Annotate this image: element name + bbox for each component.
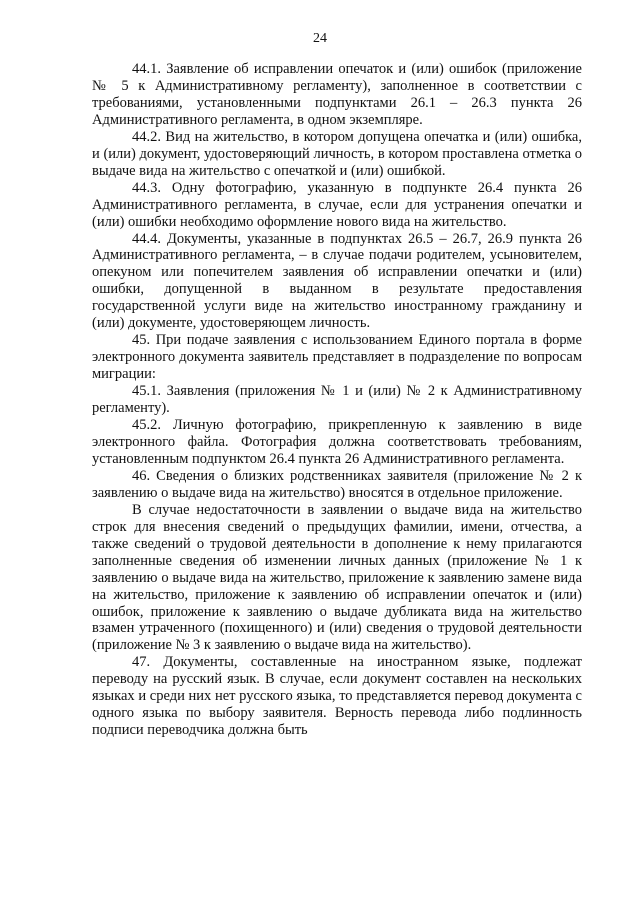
paragraph-45-1: 45.1. Заявления (приложения № 1 и (или) № 2 к Административному регламенту). <box>92 383 582 417</box>
page-number: 24 <box>313 31 327 46</box>
paragraph-45: 45. При подаче заявления с использованием Единого портала в форме электронного документа заявитель представляет в подразделение по вопросам миграции: <box>92 332 582 383</box>
paragraph-46: 46. Сведения о близких родственниках заявителя (приложение № 2 к заявлению о выдаче вида на жительство) вносятся в отдельное приложение. <box>92 467 582 501</box>
paragraph-44-3: 44.3. Одну фотографию, указанную в подпункте 26.4 пункта 26 Административного регламента, в случае, если для устранения опечатки и (или) ошибки необходимо оформление нового вида на жительство. <box>92 179 582 230</box>
paragraph-46-continuation: В случае недостаточности в заявлении о выдаче вида на жительство строк для внесения сведений о предыдущих фамилии, имени, отчества, а также сведений о трудовой деятельности в дополнение к нему прилагаются заполненные сведения об изменении личных данных (приложение № 1 к заявлению о выдаче вида на жительство, приложение к заявлению замене вида на жительство, приложение к заявлению об исправлении опечаток и (или) ошибок, приложение к заявлению о выдаче дубликата вида на жительство взамен утраченного (похищенного) и (или) сведения о трудовой деятельности (приложение № 3 к заявлению о выдаче вида на жительство). <box>92 501 582 654</box>
paragraph-47: 47. Документы, составленные на иностранном языке, подлежат переводу на русский язык. В случае, если документ составлен на нескольких языках и среди них нет русского языка, то представляется перевод документа с одного языка по выбору заявителя. Верность перевода либо подлинность подписи переводчика должна быть <box>92 654 582 739</box>
paragraph-44-4: 44.4. Документы, указанные в подпунктах 26.5 – 26.7, 26.9 пункта 26 Административного регламента, – в случае подачи родителем, усыновителем, опекуном или попечителем заявления об исправлении опечатки и (или) ошибки, допущенной в выданном в результате предоставления государственной услуги виде на жительство иностранному гражданину и (или) документе, удостоверяющем личность. <box>92 230 582 332</box>
paragraph-44-1: 44.1. Заявление об исправлении опечаток и (или) ошибок (приложение № 5 к Административному регламенту), заполненное в соответствии с требованиями, установленными подпунктами 26.1 – 26.3 пункта 26 Административного регламента, в одном экземпляре. <box>92 61 582 128</box>
paragraph-44-2: 44.2. Вид на жительство, в котором допущена опечатка и (или) ошибка, и (или) документ, удостоверяющий личность, в котором проставлена отметка о выдаче вида на жительство с опечаткой и (или) ошибкой. <box>92 128 582 179</box>
document-body <box>92 61 582 739</box>
paragraph-45-2: 45.2. Личную фотографию, прикрепленную к заявлению в виде электронного файла. Фотография должна соответствовать требованиям, установленным подпунктом 26.4 пункта 26 Административного регламента. <box>92 417 582 467</box>
